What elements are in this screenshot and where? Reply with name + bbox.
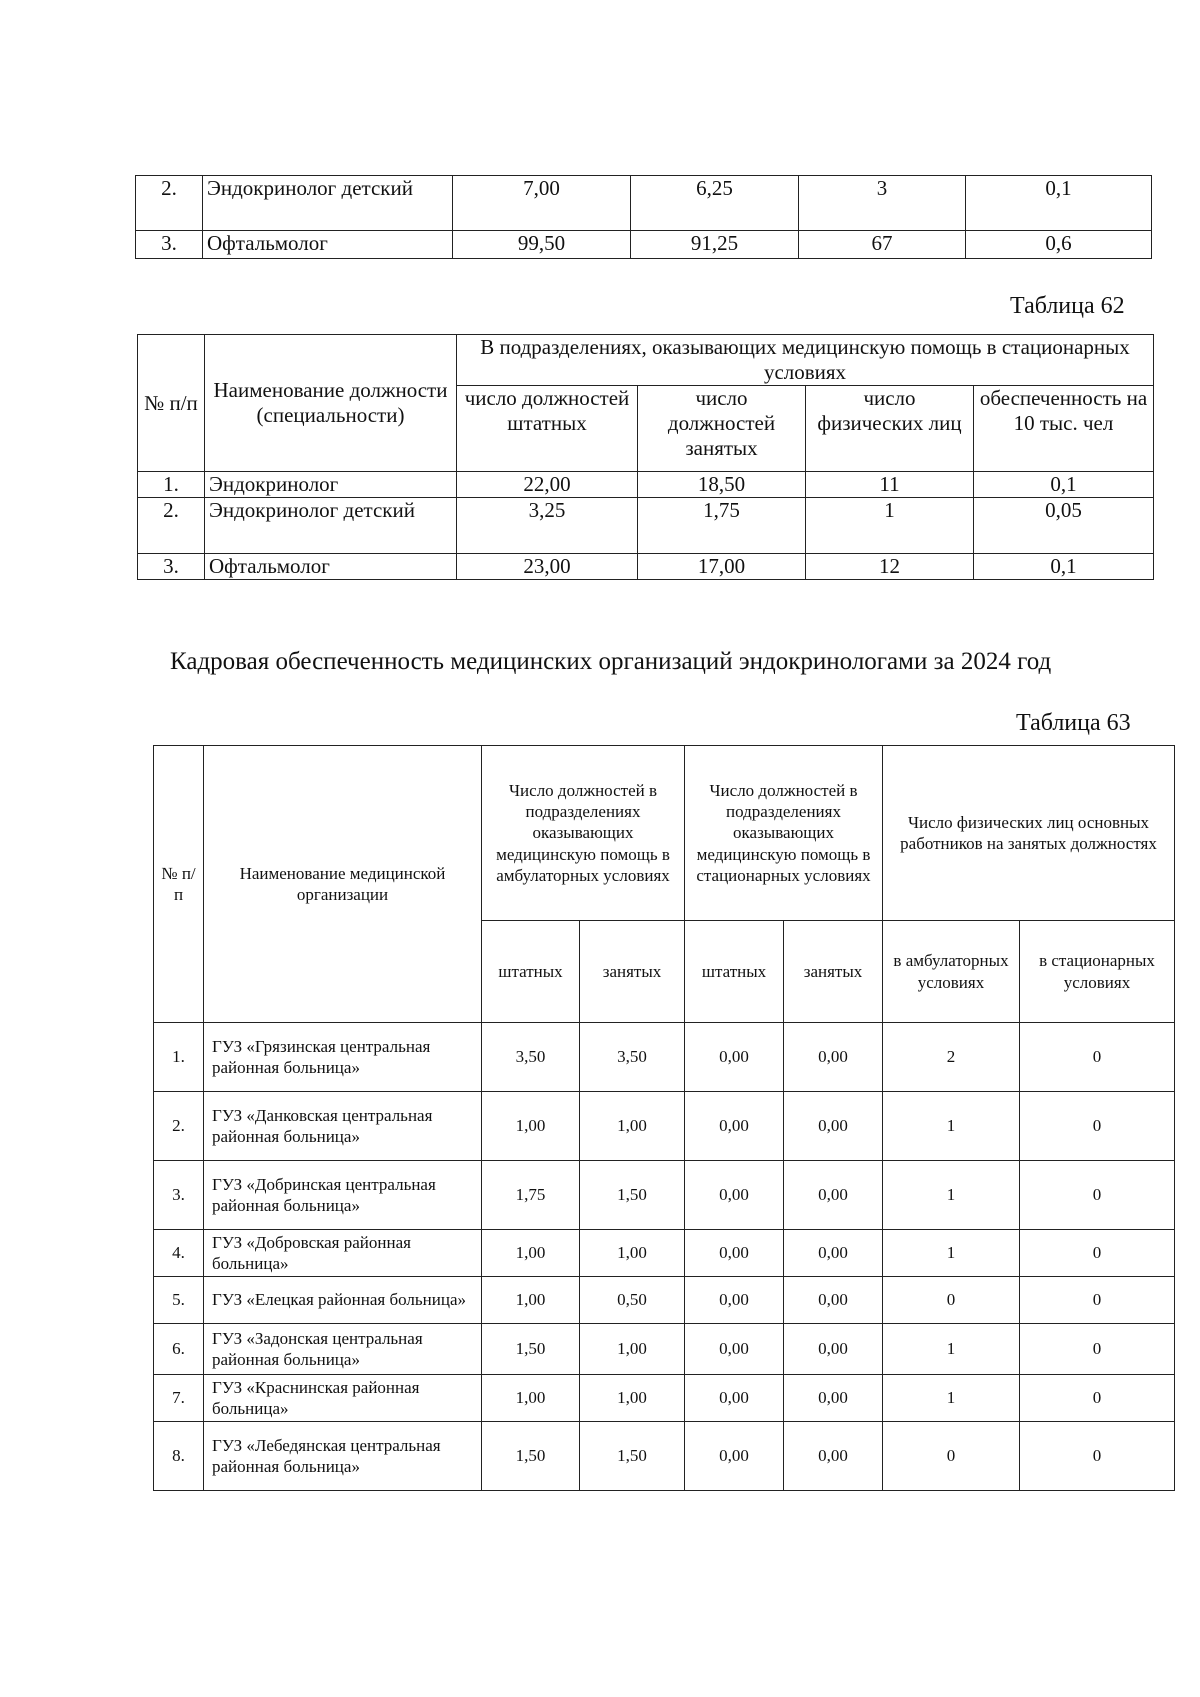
position-name: Офтальмолог bbox=[203, 231, 453, 259]
table-continuation bbox=[135, 175, 1152, 259]
cell-value: 3,50 bbox=[482, 1023, 580, 1092]
cell-value: 0 bbox=[1020, 1023, 1175, 1092]
cell-value: 0,00 bbox=[685, 1161, 784, 1230]
header-position: Наименование должности (специальности) bbox=[205, 335, 457, 472]
cell-value: 17,00 bbox=[638, 554, 806, 580]
cell-value: 0,00 bbox=[784, 1324, 883, 1375]
organization-name: ГУЗ «Данковская центральная районная больница» bbox=[204, 1092, 482, 1161]
row-number: 6. bbox=[154, 1324, 204, 1375]
cell-value: 0 bbox=[1020, 1230, 1175, 1277]
row-number: 8. bbox=[154, 1422, 204, 1491]
organization-name: ГУЗ «Грязинская центральная районная больница» bbox=[204, 1023, 482, 1092]
table62-caption: Таблица 62 bbox=[1010, 293, 1125, 319]
organization-name: ГУЗ «Елецкая районная больница» bbox=[204, 1277, 482, 1324]
position-name: Офтальмолог bbox=[205, 554, 457, 580]
table-row bbox=[138, 498, 1154, 554]
cell-value: 1,00 bbox=[482, 1230, 580, 1277]
cell-value: 0 bbox=[883, 1422, 1020, 1491]
row-number: 2. bbox=[138, 498, 205, 554]
organization-name: ГУЗ «Лебедянская центральная районная больница» bbox=[204, 1422, 482, 1491]
cell-value: 1,75 bbox=[482, 1161, 580, 1230]
header-number: № п/п bbox=[138, 335, 205, 472]
row-number: 5. bbox=[154, 1277, 204, 1324]
cell-value: 1,00 bbox=[580, 1375, 685, 1422]
cell-value: 67 bbox=[799, 231, 966, 259]
cell-value: 0,1 bbox=[974, 554, 1154, 580]
cell-value: 1 bbox=[806, 498, 974, 554]
cell-value: 0,00 bbox=[784, 1161, 883, 1230]
cell-value: 12 bbox=[806, 554, 974, 580]
cell-value: 0,00 bbox=[685, 1324, 784, 1375]
cell-value: 1,50 bbox=[482, 1422, 580, 1491]
row-number: 1. bbox=[154, 1023, 204, 1092]
table-row bbox=[138, 554, 1154, 580]
table-row bbox=[154, 1092, 1175, 1161]
organization-name: ГУЗ «Добринская центральная районная больница» bbox=[204, 1161, 482, 1230]
row-number: 3. bbox=[138, 554, 205, 580]
cell-value: 0,6 bbox=[966, 231, 1152, 259]
cell-value: 0,00 bbox=[784, 1277, 883, 1324]
cell-value: 1,00 bbox=[580, 1092, 685, 1161]
row-number: 4. bbox=[154, 1230, 204, 1277]
table-row bbox=[154, 1422, 1175, 1491]
cell-value: 0 bbox=[1020, 1422, 1175, 1491]
cell-value: 0,00 bbox=[685, 1277, 784, 1324]
cell-value: 0 bbox=[883, 1277, 1020, 1324]
row-number: 2. bbox=[136, 176, 203, 231]
table-63 bbox=[153, 745, 1175, 1491]
row-number: 7. bbox=[154, 1375, 204, 1422]
cell-value: 0,00 bbox=[784, 1422, 883, 1491]
cell-value: 91,25 bbox=[631, 231, 799, 259]
cell-value: 7,00 bbox=[453, 176, 631, 231]
cell-value: 18,50 bbox=[638, 472, 806, 498]
cell-value: 2 bbox=[883, 1023, 1020, 1092]
row-number: 1. bbox=[138, 472, 205, 498]
header-group-ambulatory: Число должностей в подразделениях оказывающих медицинскую помощь в амбулаторных условиях bbox=[482, 746, 685, 921]
table-row bbox=[154, 1324, 1175, 1375]
cell-value: 1,75 bbox=[638, 498, 806, 554]
cell-value: 3,50 bbox=[580, 1023, 685, 1092]
table-row bbox=[154, 1161, 1175, 1230]
cell-value: 0 bbox=[1020, 1375, 1175, 1422]
header-sub-inpatient: в стационарных условиях bbox=[1020, 921, 1175, 1023]
header-sub-ambulatory: в амбулаторных условиях bbox=[883, 921, 1020, 1023]
row-number: 3. bbox=[154, 1161, 204, 1230]
cell-value: 23,00 bbox=[457, 554, 638, 580]
cell-value: 0,00 bbox=[784, 1023, 883, 1092]
cell-value: 99,50 bbox=[453, 231, 631, 259]
cell-value: 1 bbox=[883, 1092, 1020, 1161]
cell-value: 0,00 bbox=[685, 1092, 784, 1161]
cell-value: 0,05 bbox=[974, 498, 1154, 554]
header-sub-occupied: занятых bbox=[580, 921, 685, 1023]
cell-value: 22,00 bbox=[457, 472, 638, 498]
cell-value: 0,1 bbox=[974, 472, 1154, 498]
cell-value: 1,00 bbox=[482, 1092, 580, 1161]
organization-name: ГУЗ «Добровская районная больница» bbox=[204, 1230, 482, 1277]
cell-value: 1,00 bbox=[482, 1277, 580, 1324]
cell-value: 0 bbox=[1020, 1277, 1175, 1324]
table-row bbox=[154, 1375, 1175, 1422]
cell-value: 1,50 bbox=[482, 1324, 580, 1375]
table-row bbox=[154, 1230, 1175, 1277]
section-heading: Кадровая обеспеченность медицинских организаций эндокринологами за 2024 год bbox=[170, 648, 1052, 675]
cell-value: 1 bbox=[883, 1161, 1020, 1230]
table-62 bbox=[137, 334, 1154, 580]
cell-value: 0,00 bbox=[784, 1375, 883, 1422]
cell-value: 1,50 bbox=[580, 1161, 685, 1230]
position-name: Эндокринолог детский bbox=[203, 176, 453, 231]
header-col-staff: число должностей штатных bbox=[457, 386, 638, 472]
header-col-occupied: число должностей занятых bbox=[638, 386, 806, 472]
row-number: 2. bbox=[154, 1092, 204, 1161]
table-row bbox=[154, 1023, 1175, 1092]
cell-value: 1,00 bbox=[580, 1324, 685, 1375]
header-col-provision: обеспеченность на 10 тыс. чел bbox=[974, 386, 1154, 472]
cell-value: 3,25 bbox=[457, 498, 638, 554]
cell-value: 3 bbox=[799, 176, 966, 231]
cell-value: 1,50 bbox=[580, 1422, 685, 1491]
header-sub-staff: штатных bbox=[685, 921, 784, 1023]
organization-name: ГУЗ «Краснинская районная больница» bbox=[204, 1375, 482, 1422]
position-name: Эндокринолог bbox=[205, 472, 457, 498]
header-number: № п/п bbox=[154, 746, 204, 1023]
organization-name: ГУЗ «Задонская центральная районная больница» bbox=[204, 1324, 482, 1375]
cell-value: 0,00 bbox=[685, 1023, 784, 1092]
cell-value: 1 bbox=[883, 1375, 1020, 1422]
cell-value: 0 bbox=[1020, 1092, 1175, 1161]
cell-value: 1,00 bbox=[580, 1230, 685, 1277]
cell-value: 0,00 bbox=[685, 1422, 784, 1491]
cell-value: 0,00 bbox=[685, 1375, 784, 1422]
table-row bbox=[136, 176, 1152, 231]
cell-value: 0 bbox=[1020, 1324, 1175, 1375]
cell-value: 0,00 bbox=[784, 1092, 883, 1161]
table-row bbox=[136, 231, 1152, 259]
cell-value: 0,00 bbox=[784, 1230, 883, 1277]
cell-value: 1 bbox=[883, 1324, 1020, 1375]
cell-value: 0 bbox=[1020, 1161, 1175, 1230]
cell-value: 1,00 bbox=[482, 1375, 580, 1422]
cell-value: 11 bbox=[806, 472, 974, 498]
header-col-persons: число физических лиц bbox=[806, 386, 974, 472]
header-group-persons: Число физических лиц основных работников на занятых должностях bbox=[883, 746, 1175, 921]
cell-value: 6,25 bbox=[631, 176, 799, 231]
row-number: 3. bbox=[136, 231, 203, 259]
header-group-inpatient: Число должностей в подразделениях оказывающих медицинскую помощь в стационарных условиях bbox=[685, 746, 883, 921]
header-sub-staff: штатных bbox=[482, 921, 580, 1023]
header-group: В подразделениях, оказывающих медицинскую помощь в стационарных условиях bbox=[457, 335, 1154, 386]
cell-value: 0,50 bbox=[580, 1277, 685, 1324]
position-name: Эндокринолог детский bbox=[205, 498, 457, 554]
table63-caption: Таблица 63 bbox=[1016, 710, 1131, 736]
table-row bbox=[154, 1277, 1175, 1324]
cell-value: 0,00 bbox=[685, 1230, 784, 1277]
cell-value: 1 bbox=[883, 1230, 1020, 1277]
table-row bbox=[138, 472, 1154, 498]
cell-value: 0,1 bbox=[966, 176, 1152, 231]
header-organization: Наименование медицинской организации bbox=[204, 746, 482, 1023]
header-sub-occupied: занятых bbox=[784, 921, 883, 1023]
